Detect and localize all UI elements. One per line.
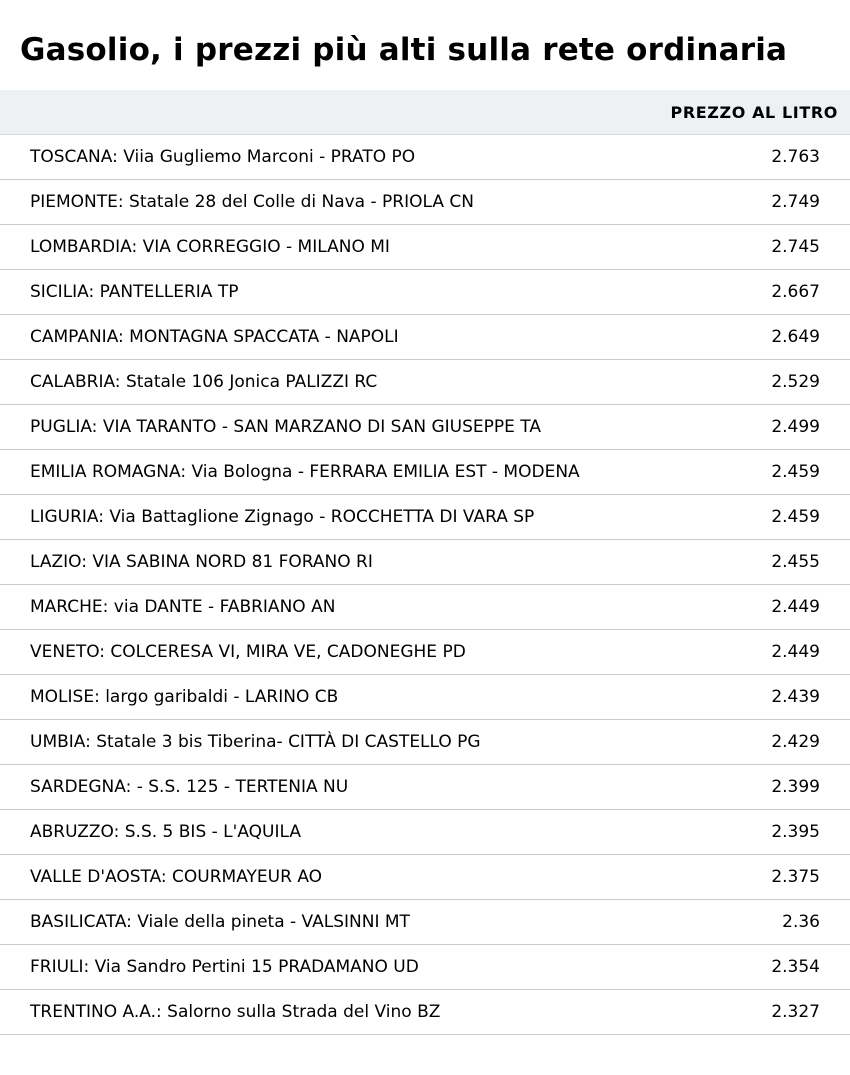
row-price-value: 2.327	[771, 1002, 820, 1022]
row-price-value: 2.649	[771, 327, 820, 347]
table-row	[0, 675, 850, 720]
row-price-value: 2.763	[771, 147, 820, 167]
row-location-label: EMILIA ROMAGNA: Via Bologna - FERRARA EMILIA EST - MODENA	[30, 462, 580, 482]
table-row	[0, 135, 850, 180]
row-price-value: 2.459	[771, 507, 820, 527]
row-price-value: 2.459	[771, 462, 820, 482]
price-table	[0, 90, 850, 1035]
table-row	[0, 180, 850, 225]
table-row	[0, 630, 850, 675]
row-price-value: 2.529	[771, 372, 820, 392]
table-row	[0, 855, 850, 900]
page-title: Gasolio, i prezzi più alti sulla rete ordinaria	[20, 32, 788, 68]
row-price-value: 2.449	[771, 597, 820, 617]
row-price-value: 2.399	[771, 777, 820, 797]
row-price-value: 2.455	[771, 552, 820, 572]
row-price-value: 2.439	[771, 687, 820, 707]
column-header-price: PREZZO AL LITRO	[670, 102, 838, 122]
row-location-label: PUGLIA: VIA TARANTO - SAN MARZANO DI SAN GIUSEPPE TA	[30, 417, 541, 437]
row-price-value: 2.749	[771, 192, 820, 212]
row-price-value: 2.354	[771, 957, 820, 977]
row-location-label: TRENTINO A.A.: Salorno sulla Strada del Vino BZ	[30, 1002, 441, 1022]
table-body	[0, 135, 850, 1035]
row-location-label: PIEMONTE: Statale 28 del Colle di Nava - PRIOLA CN	[30, 192, 474, 212]
table-row	[0, 585, 850, 630]
table-row	[0, 360, 850, 405]
row-price-value: 2.667	[771, 282, 820, 302]
row-price-value: 2.395	[771, 822, 820, 842]
row-price-value: 2.745	[771, 237, 820, 257]
row-price-value: 2.36	[782, 912, 820, 932]
table-row	[0, 810, 850, 855]
row-location-label: LOMBARDIA: VIA CORREGGIO - MILANO MI	[30, 237, 390, 257]
row-location-label: MARCHE: via DANTE - FABRIANO AN	[30, 597, 336, 617]
row-price-value: 2.375	[771, 867, 820, 887]
row-location-label: CALABRIA: Statale 106 Jonica PALIZZI RC	[30, 372, 378, 392]
table-row	[0, 765, 850, 810]
row-location-label: BASILICATA: Viale della pineta - VALSINNI MT	[30, 912, 410, 932]
table-row	[0, 270, 850, 315]
table-row	[0, 540, 850, 585]
row-location-label: FRIULI: Via Sandro Pertini 15 PRADAMANO UD	[30, 957, 419, 977]
table-row	[0, 225, 850, 270]
table-row	[0, 900, 850, 945]
row-location-label: MOLISE: largo garibaldi - LARINO CB	[30, 687, 339, 707]
row-location-label: SARDEGNA: - S.S. 125 - TERTENIA NU	[30, 777, 349, 797]
row-location-label: CAMPANIA: MONTAGNA SPACCATA - NAPOLI	[30, 327, 399, 347]
table-row	[0, 450, 850, 495]
table-row	[0, 495, 850, 540]
row-location-label: VENETO: COLCERESA VI, MIRA VE, CADONEGHE PD	[30, 642, 466, 662]
row-location-label: ABRUZZO: S.S. 5 BIS - L'AQUILA	[30, 822, 301, 842]
table-header	[0, 90, 850, 135]
table-row	[0, 720, 850, 765]
row-price-value: 2.429	[771, 732, 820, 752]
row-location-label: SICILIA: PANTELLERIA TP	[30, 282, 239, 302]
row-location-label: VALLE D'AOSTA: COURMAYEUR AO	[30, 867, 323, 887]
row-location-label: UMBIA: Statale 3 bis Tiberina- CITTÀ DI CASTELLO PG	[30, 732, 481, 752]
row-location-label: LIGURIA: Via Battaglione Zignago - ROCCHETTA DI VARA SP	[30, 507, 535, 527]
table-row	[0, 405, 850, 450]
table-row	[0, 315, 850, 360]
table-row	[0, 945, 850, 990]
table-row	[0, 990, 850, 1035]
row-location-label: LAZIO: VIA SABINA NORD 81 FORANO RI	[30, 552, 373, 572]
row-location-label: TOSCANA: Viia Gugliemo Marconi - PRATO PO	[30, 147, 416, 167]
row-price-value: 2.499	[771, 417, 820, 437]
row-price-value: 2.449	[771, 642, 820, 662]
